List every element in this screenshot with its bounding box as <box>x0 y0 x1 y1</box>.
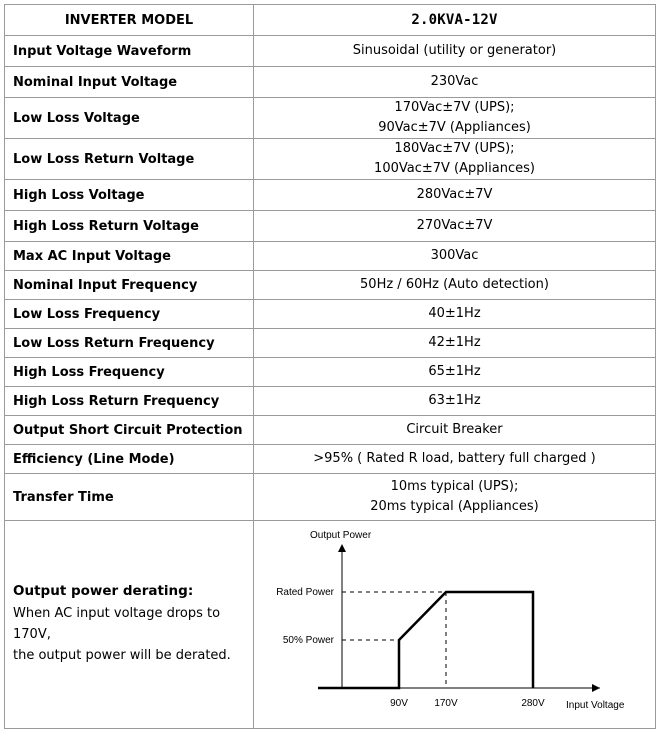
derating-description <box>5 521 254 729</box>
spec-label: High Loss Frequency <box>5 358 254 387</box>
spec-value-line: 300Vac <box>430 248 479 263</box>
y-tick-label: 50% Power <box>282 634 334 646</box>
spec-value-line: 65±1Hz <box>428 364 481 379</box>
table-row <box>5 416 656 445</box>
spec-value-line: 42±1Hz <box>428 335 481 350</box>
spec-label: Transfer Time <box>5 474 254 521</box>
x-tick-label: 280V <box>521 697 545 709</box>
spec-value <box>254 139 656 180</box>
inverter-spec-table <box>4 4 656 729</box>
table-row <box>5 98 656 139</box>
table-row <box>5 474 656 521</box>
derating-chart-cell <box>254 521 656 729</box>
spec-value <box>254 445 656 474</box>
derating-desc-line: When AC input voltage drops to 170V, <box>13 606 221 642</box>
spec-value <box>254 67 656 98</box>
spec-value-line: 50Hz / 60Hz (Auto detection) <box>360 277 549 292</box>
spec-value <box>254 416 656 445</box>
spec-value <box>254 180 656 211</box>
derating-row <box>5 521 656 729</box>
spec-value-line: 90Vac±7V (Appliances) <box>378 120 531 135</box>
spec-value-line: 270Vac±7V <box>416 218 493 233</box>
y-axis-label: Output Power <box>310 529 372 541</box>
model-label: INVERTER MODEL <box>5 5 254 36</box>
derating-title: Output power derating: <box>13 583 194 599</box>
spec-label: Low Loss Frequency <box>5 300 254 329</box>
table-row <box>5 36 656 67</box>
spec-label: Output Short Circuit Protection <box>5 416 254 445</box>
spec-value-line: 10ms typical (UPS); <box>390 479 519 494</box>
spec-value-line: 180Vac±7V (UPS); <box>394 141 515 156</box>
spec-value-line: Circuit Breaker <box>406 422 503 437</box>
spec-label: Nominal Input Frequency <box>5 271 254 300</box>
spec-label: Low Loss Return Voltage <box>5 139 254 180</box>
table-row <box>5 329 656 358</box>
table-row <box>5 67 656 98</box>
spec-value <box>254 271 656 300</box>
table-header-row <box>5 5 656 36</box>
spec-value-line: 170Vac±7V (UPS); <box>394 100 515 115</box>
y-axis-arrow-icon <box>338 544 346 552</box>
spec-label: High Loss Return Voltage <box>5 211 254 242</box>
spec-value <box>254 358 656 387</box>
spec-value-line: Sinusoidal (utility or generator) <box>352 43 557 58</box>
spec-value-line: >95% ( Rated R load, battery full charged ) <box>313 451 596 466</box>
table-row <box>5 300 656 329</box>
table-row <box>5 271 656 300</box>
spec-value <box>254 329 656 358</box>
model-value: 2.0KVA-12V <box>254 5 656 36</box>
x-tick-label: 90V <box>390 697 408 709</box>
spec-label: High Loss Return Frequency <box>5 387 254 416</box>
spec-label: Low Loss Voltage <box>5 98 254 139</box>
spec-label: Nominal Input Voltage <box>5 67 254 98</box>
spec-value <box>254 98 656 139</box>
spec-label: Input Voltage Waveform <box>5 36 254 67</box>
y-tick-label: Rated Power <box>276 586 334 598</box>
table-row <box>5 180 656 211</box>
spec-value-line: 63±1Hz <box>428 393 481 408</box>
table-row <box>5 387 656 416</box>
spec-value-line: 230Vac <box>430 74 479 89</box>
spec-value <box>254 387 656 416</box>
table-row <box>5 242 656 271</box>
spec-value-line: 100Vac±7V (Appliances) <box>374 161 535 176</box>
spec-value-line: 280Vac±7V <box>416 187 493 202</box>
spec-value <box>254 36 656 67</box>
spec-value-line: 40±1Hz <box>428 306 481 321</box>
spec-value <box>254 211 656 242</box>
table-row <box>5 139 656 180</box>
spec-value <box>254 300 656 329</box>
x-axis-label: Input Voltage <box>566 699 625 711</box>
derating-chart <box>254 522 654 728</box>
derating-desc-line: the output power will be derated. <box>13 648 231 663</box>
table-row <box>5 211 656 242</box>
spec-label: Low Loss Return Frequency <box>5 329 254 358</box>
table-row <box>5 445 656 474</box>
spec-label: Efficiency (Line Mode) <box>5 445 254 474</box>
spec-label: High Loss Voltage <box>5 180 254 211</box>
spec-label: Max AC Input Voltage <box>5 242 254 271</box>
spec-value-line: 20ms typical (Appliances) <box>370 499 539 514</box>
spec-value <box>254 474 656 521</box>
x-axis-arrow-icon <box>592 684 600 692</box>
table-row <box>5 358 656 387</box>
spec-value <box>254 242 656 271</box>
x-tick-label: 170V <box>434 697 458 709</box>
